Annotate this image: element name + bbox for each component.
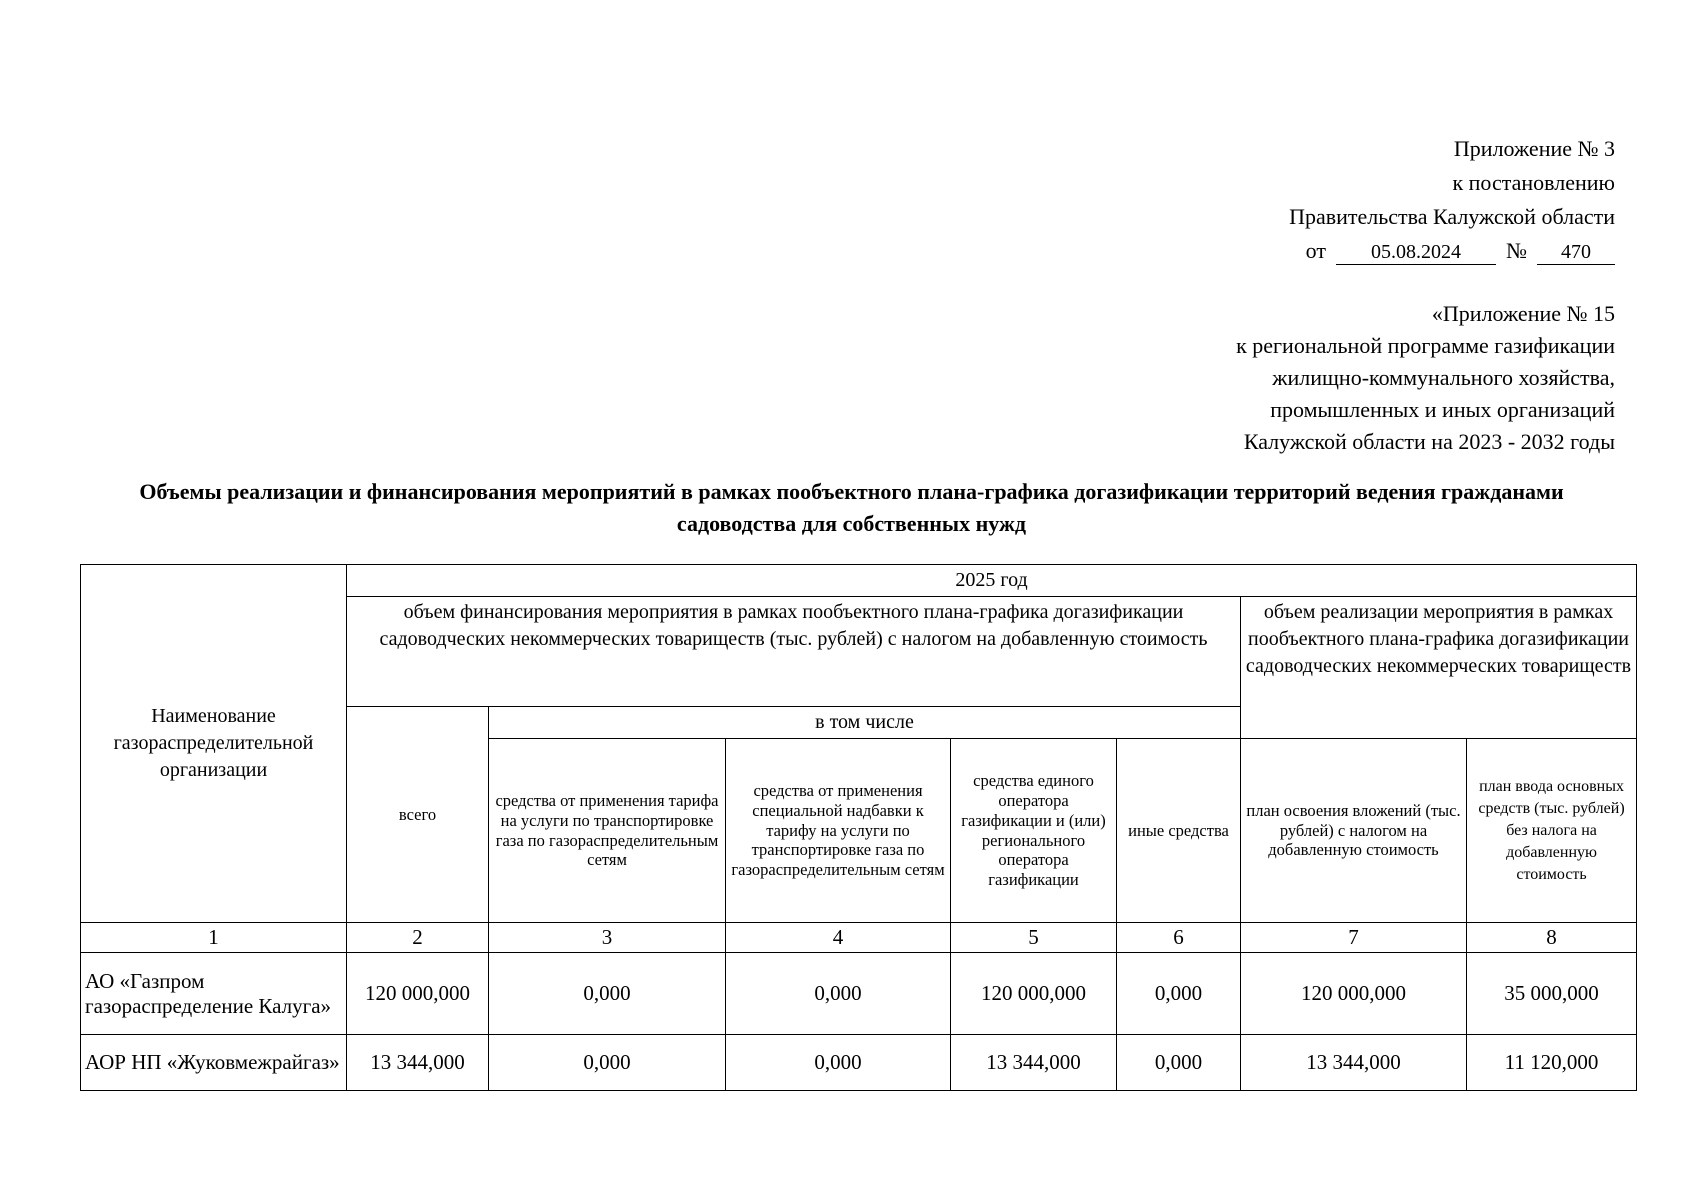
header-col7: план освоения вложений (тыс. рублей) с налогом на добавленную стоимость <box>1241 739 1467 923</box>
appendix15-line4: промышленных и иных организаций <box>1270 397 1615 422</box>
col-number: 1 <box>81 923 347 953</box>
col-number: 4 <box>726 923 951 953</box>
header-col5: средства единого оператора газификации и (или) регионального оператора газификации <box>951 739 1117 923</box>
value-operator-funds: 120 000,000 <box>951 953 1117 1035</box>
header-including: в том числе <box>489 707 1241 739</box>
decree-date-row <box>1306 234 1615 268</box>
value-other-funds: 0,000 <box>1117 953 1241 1035</box>
number-sign: № <box>1506 238 1527 263</box>
appendix-line2: к постановлению <box>1452 170 1615 195</box>
col-number: 8 <box>1467 923 1637 953</box>
document-title: Объемы реализации и финансирования мероприятий в рамках пообъектного плана-графика догазификации территорий ведения гражданами садоводства для собственных нужд <box>139 479 1564 536</box>
value-investment-plan: 120 000,000 <box>1241 953 1467 1035</box>
org-name: АОР НП «Жуковмежрайгаз» <box>81 1035 347 1091</box>
header-total: всего <box>347 707 489 923</box>
decree-number: 470 <box>1537 240 1615 265</box>
value-fixed-assets-plan: 35 000,000 <box>1467 953 1637 1035</box>
header-col4: средства от применения специальной надбавки к тарифу на услуги по транспортировке газа по газораспределительным сетям <box>726 739 951 923</box>
header-col6: иные средства <box>1117 739 1241 923</box>
col-number: 3 <box>489 923 726 953</box>
col-number: 2 <box>347 923 489 953</box>
appendix15-header <box>1236 298 1615 458</box>
financing-table <box>80 564 1637 1091</box>
appendix15-line1: «Приложение № 15 <box>1431 301 1615 326</box>
value-tariff: 0,000 <box>489 1035 726 1091</box>
header-col8: план ввода основных средств (тыс. рублей) без налога на добавленную стоимость <box>1467 739 1637 923</box>
table-row <box>81 953 1637 1035</box>
col-number: 7 <box>1241 923 1467 953</box>
value-tariff: 0,000 <box>489 953 726 1035</box>
appendix-header <box>1289 132 1615 268</box>
header-org-name: Наименование газораспределительной организации <box>81 565 347 923</box>
decree-date: 05.08.2024 <box>1336 240 1496 265</box>
header-financing: объем финансирования мероприятия в рамках пообъектного плана-графика догазификации садоводческих некоммерческих товариществ (тыс. рублей) с налогом на добавленную стоимость <box>347 597 1241 707</box>
col-number: 6 <box>1117 923 1241 953</box>
header-realization: объем реализации мероприятия в рамках пообъектного плана-графика догазификации садоводческих некоммерческих товариществ <box>1241 597 1637 739</box>
value-other-funds: 0,000 <box>1117 1035 1241 1091</box>
value-total: 13 344,000 <box>347 1035 489 1091</box>
value-fixed-assets-plan: 11 120,000 <box>1467 1035 1637 1091</box>
appendix-line3: Правительства Калужской области <box>1289 204 1615 229</box>
value-special-surcharge: 0,000 <box>726 953 951 1035</box>
appendix15-line3: жилищно-коммунального хозяйства, <box>1272 365 1615 390</box>
org-name: АО «Газпром газораспределение Калуга» <box>81 953 347 1035</box>
table-row <box>81 1035 1637 1091</box>
value-investment-plan: 13 344,000 <box>1241 1035 1467 1091</box>
from-label: от <box>1305 238 1326 263</box>
appendix-line1: Приложение № 3 <box>1453 136 1615 161</box>
value-total: 120 000,000 <box>347 953 489 1035</box>
appendix15-line2: к региональной программе газификации <box>1236 333 1615 358</box>
col-number: 5 <box>951 923 1117 953</box>
value-special-surcharge: 0,000 <box>726 1035 951 1091</box>
appendix15-line5: Калужской области на 2023 - 2032 годы <box>1243 429 1615 454</box>
header-year: 2025 год <box>347 565 1637 597</box>
value-operator-funds: 13 344,000 <box>951 1035 1117 1091</box>
header-col3: средства от применения тарифа на услуги по транспортировке газа по газораспределительным сетям <box>489 739 726 923</box>
